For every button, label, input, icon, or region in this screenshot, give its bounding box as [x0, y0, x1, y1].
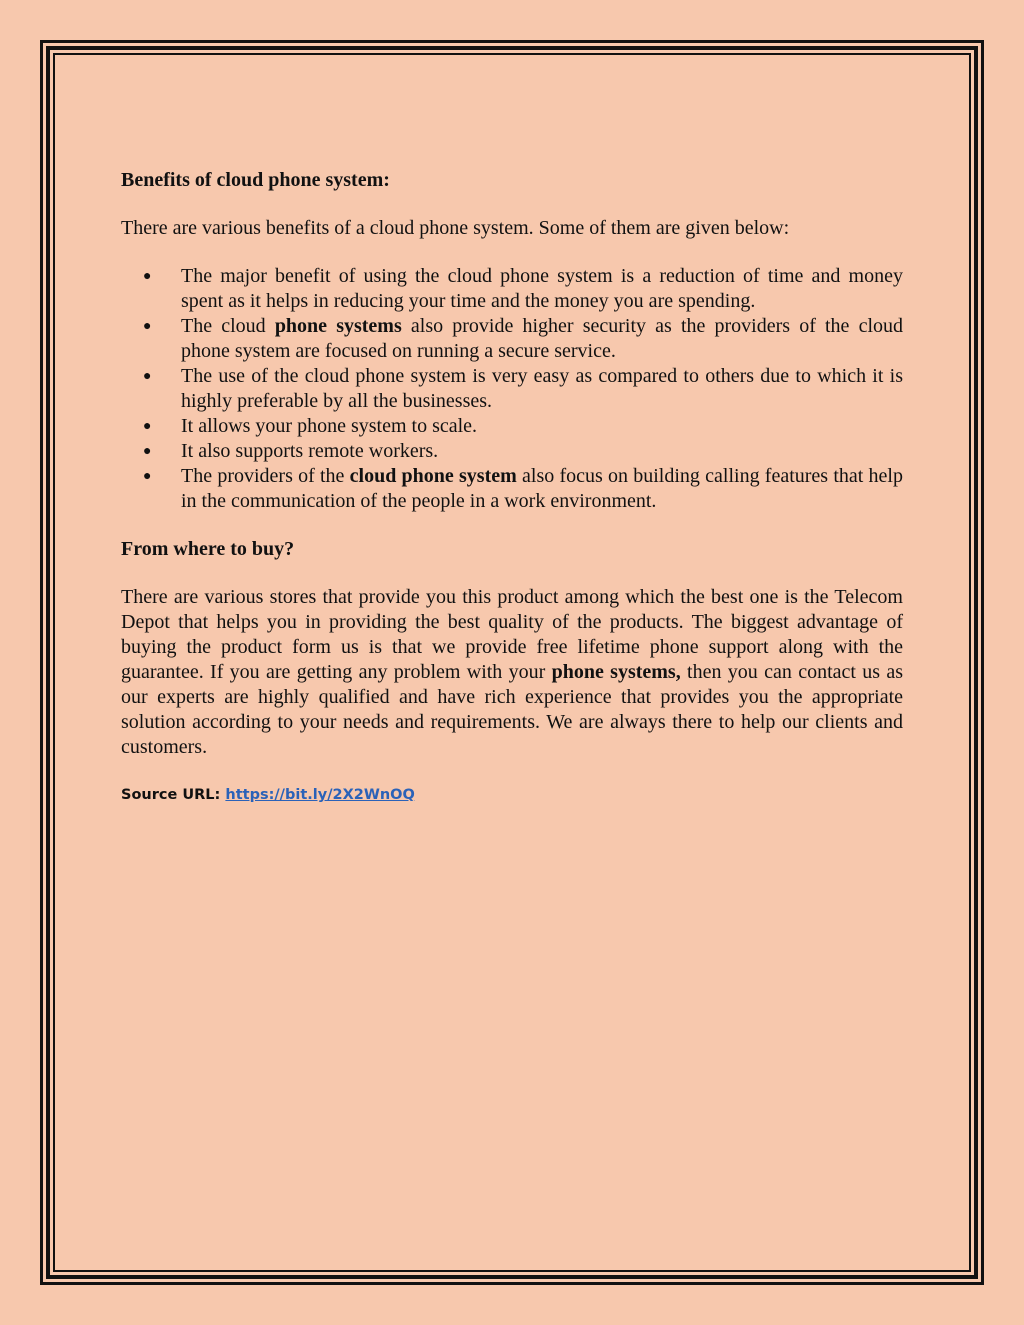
document-body: [121, 168, 903, 808]
bullet-icon: ●: [143, 369, 152, 384]
keyword-cloud-phone-system: cloud phone system: [349, 465, 517, 487]
keyword-phone-systems: phone systems,: [551, 661, 681, 683]
bullet-icon: ●: [143, 319, 152, 334]
keyword-phone-systems: phone systems: [274, 315, 402, 337]
benefits-heading: Benefits of cloud phone system:: [121, 169, 390, 191]
list-item: ● The providers of the cloud phone system also focus on building calling features that help in the communication of the people in a work environment.: [143, 465, 903, 512]
list-item: ● It allows your phone system to scale.: [143, 415, 478, 437]
benefits-list: [121, 264, 903, 514]
list-item: ● The cloud phone systems also provide higher security as the providers of the cloud phone system are focused on running a secure service.: [143, 315, 904, 362]
bullet-icon: ●: [143, 469, 152, 484]
source-line: [121, 783, 903, 808]
bullet-icon: ●: [143, 444, 152, 459]
bullet-icon: ●: [143, 419, 152, 434]
list-item: ● The use of the cloud phone system is very easy as compared to others due to which it is highly preferable by all the businesses.: [143, 365, 903, 412]
buy-paragraph: There are various stores that provide you this product among which the best one is the Telecom Depot that helps you in providing the best quality of the products. The biggest advantage of buying the product form us is that we provide free lifetime phone support along with the guarantee. If you are getting any problem with your phone systems, then you can contact us as our experts are highly qualified and have rich experience that provides you the appropriate solution according to your needs and requirements. We are always there to help our clients and customers.: [121, 586, 904, 758]
bullet-icon: ●: [143, 269, 152, 284]
list-item: ● It also supports remote workers.: [143, 440, 439, 462]
list-item: ● The major benefit of using the cloud phone system is a reduction of time and money spent as it helps in reducing your time and the money you are spending.: [143, 265, 903, 312]
source-label: Source URL:: [121, 787, 226, 803]
source-url-link[interactable]: https://bit.ly/2X2WnOQ: [225, 787, 415, 803]
buy-heading: From where to buy?: [121, 538, 295, 560]
benefits-intro: There are various benefits of a cloud phone system. Some of them are given below:: [121, 217, 790, 239]
